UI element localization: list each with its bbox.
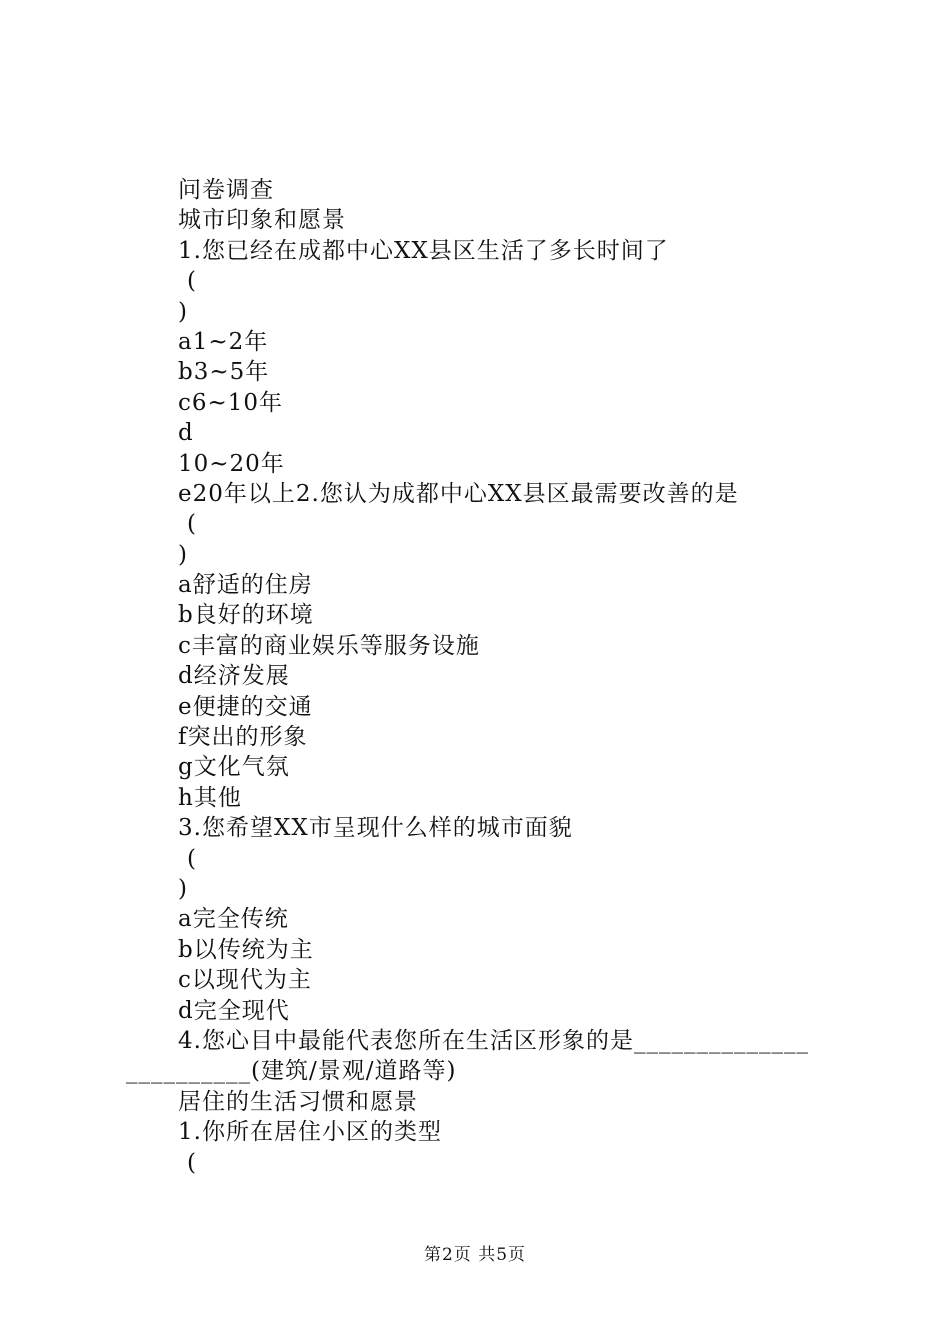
answer-paren-open: ( <box>187 845 197 872</box>
question-4-continuation: __________(建筑/景观/道路等) <box>126 1058 457 1085</box>
option-c: c6~10年 <box>178 389 284 416</box>
option-f: f突出的形象 <box>178 724 308 751</box>
option-d-label: d <box>178 420 194 447</box>
question-3: 3.您希望XX市呈现什么样的城市面貌 <box>178 815 573 842</box>
option-c: c丰富的商业娱乐等服务设施 <box>178 632 480 659</box>
option-b: b3~5年 <box>178 359 270 386</box>
option-b: b良好的环境 <box>178 602 314 629</box>
page-footer: 第2页 共5页 <box>423 1245 527 1265</box>
question-4: 4.您心目中最能代表您所在生活区形象的是______________ <box>178 1027 809 1054</box>
answer-paren-open: ( <box>187 511 197 538</box>
option-c: c以现代为主 <box>178 967 312 994</box>
option-g: g文化气氛 <box>178 754 290 781</box>
option-a: a完全传统 <box>178 906 289 933</box>
option-a: a舒适的住房 <box>178 572 313 599</box>
answer-paren-close: ) <box>178 541 188 568</box>
option-e: e便捷的交通 <box>178 693 313 720</box>
option-d: d经济发展 <box>178 663 290 690</box>
answer-paren-close: ) <box>178 875 188 902</box>
option-e-and-question-2: e20年以上2.您认为成都中心XX县区最需要改善的是 <box>178 480 739 507</box>
option-d-value: 10~20年 <box>178 450 285 477</box>
document-body <box>126 175 868 1178</box>
question-1: 1.您已经在成都中心XX县区生活了多长时间了 <box>178 237 669 264</box>
question-1-residence: 1.你所在居住小区的类型 <box>178 1119 442 1146</box>
option-a: a1~2年 <box>178 328 269 355</box>
option-b: b以传统为主 <box>178 936 314 963</box>
option-h: h其他 <box>178 784 242 811</box>
answer-paren-open: ( <box>187 1149 197 1176</box>
answer-paren-close: ) <box>178 298 188 325</box>
section-heading-city-impression: 城市印象和愿景 <box>178 207 346 234</box>
answer-paren-open: ( <box>187 268 197 295</box>
section-heading-living-habits: 居住的生活习惯和愿景 <box>178 1088 418 1115</box>
option-d: d完全现代 <box>178 997 290 1024</box>
survey-title: 问卷调查 <box>178 177 274 203</box>
